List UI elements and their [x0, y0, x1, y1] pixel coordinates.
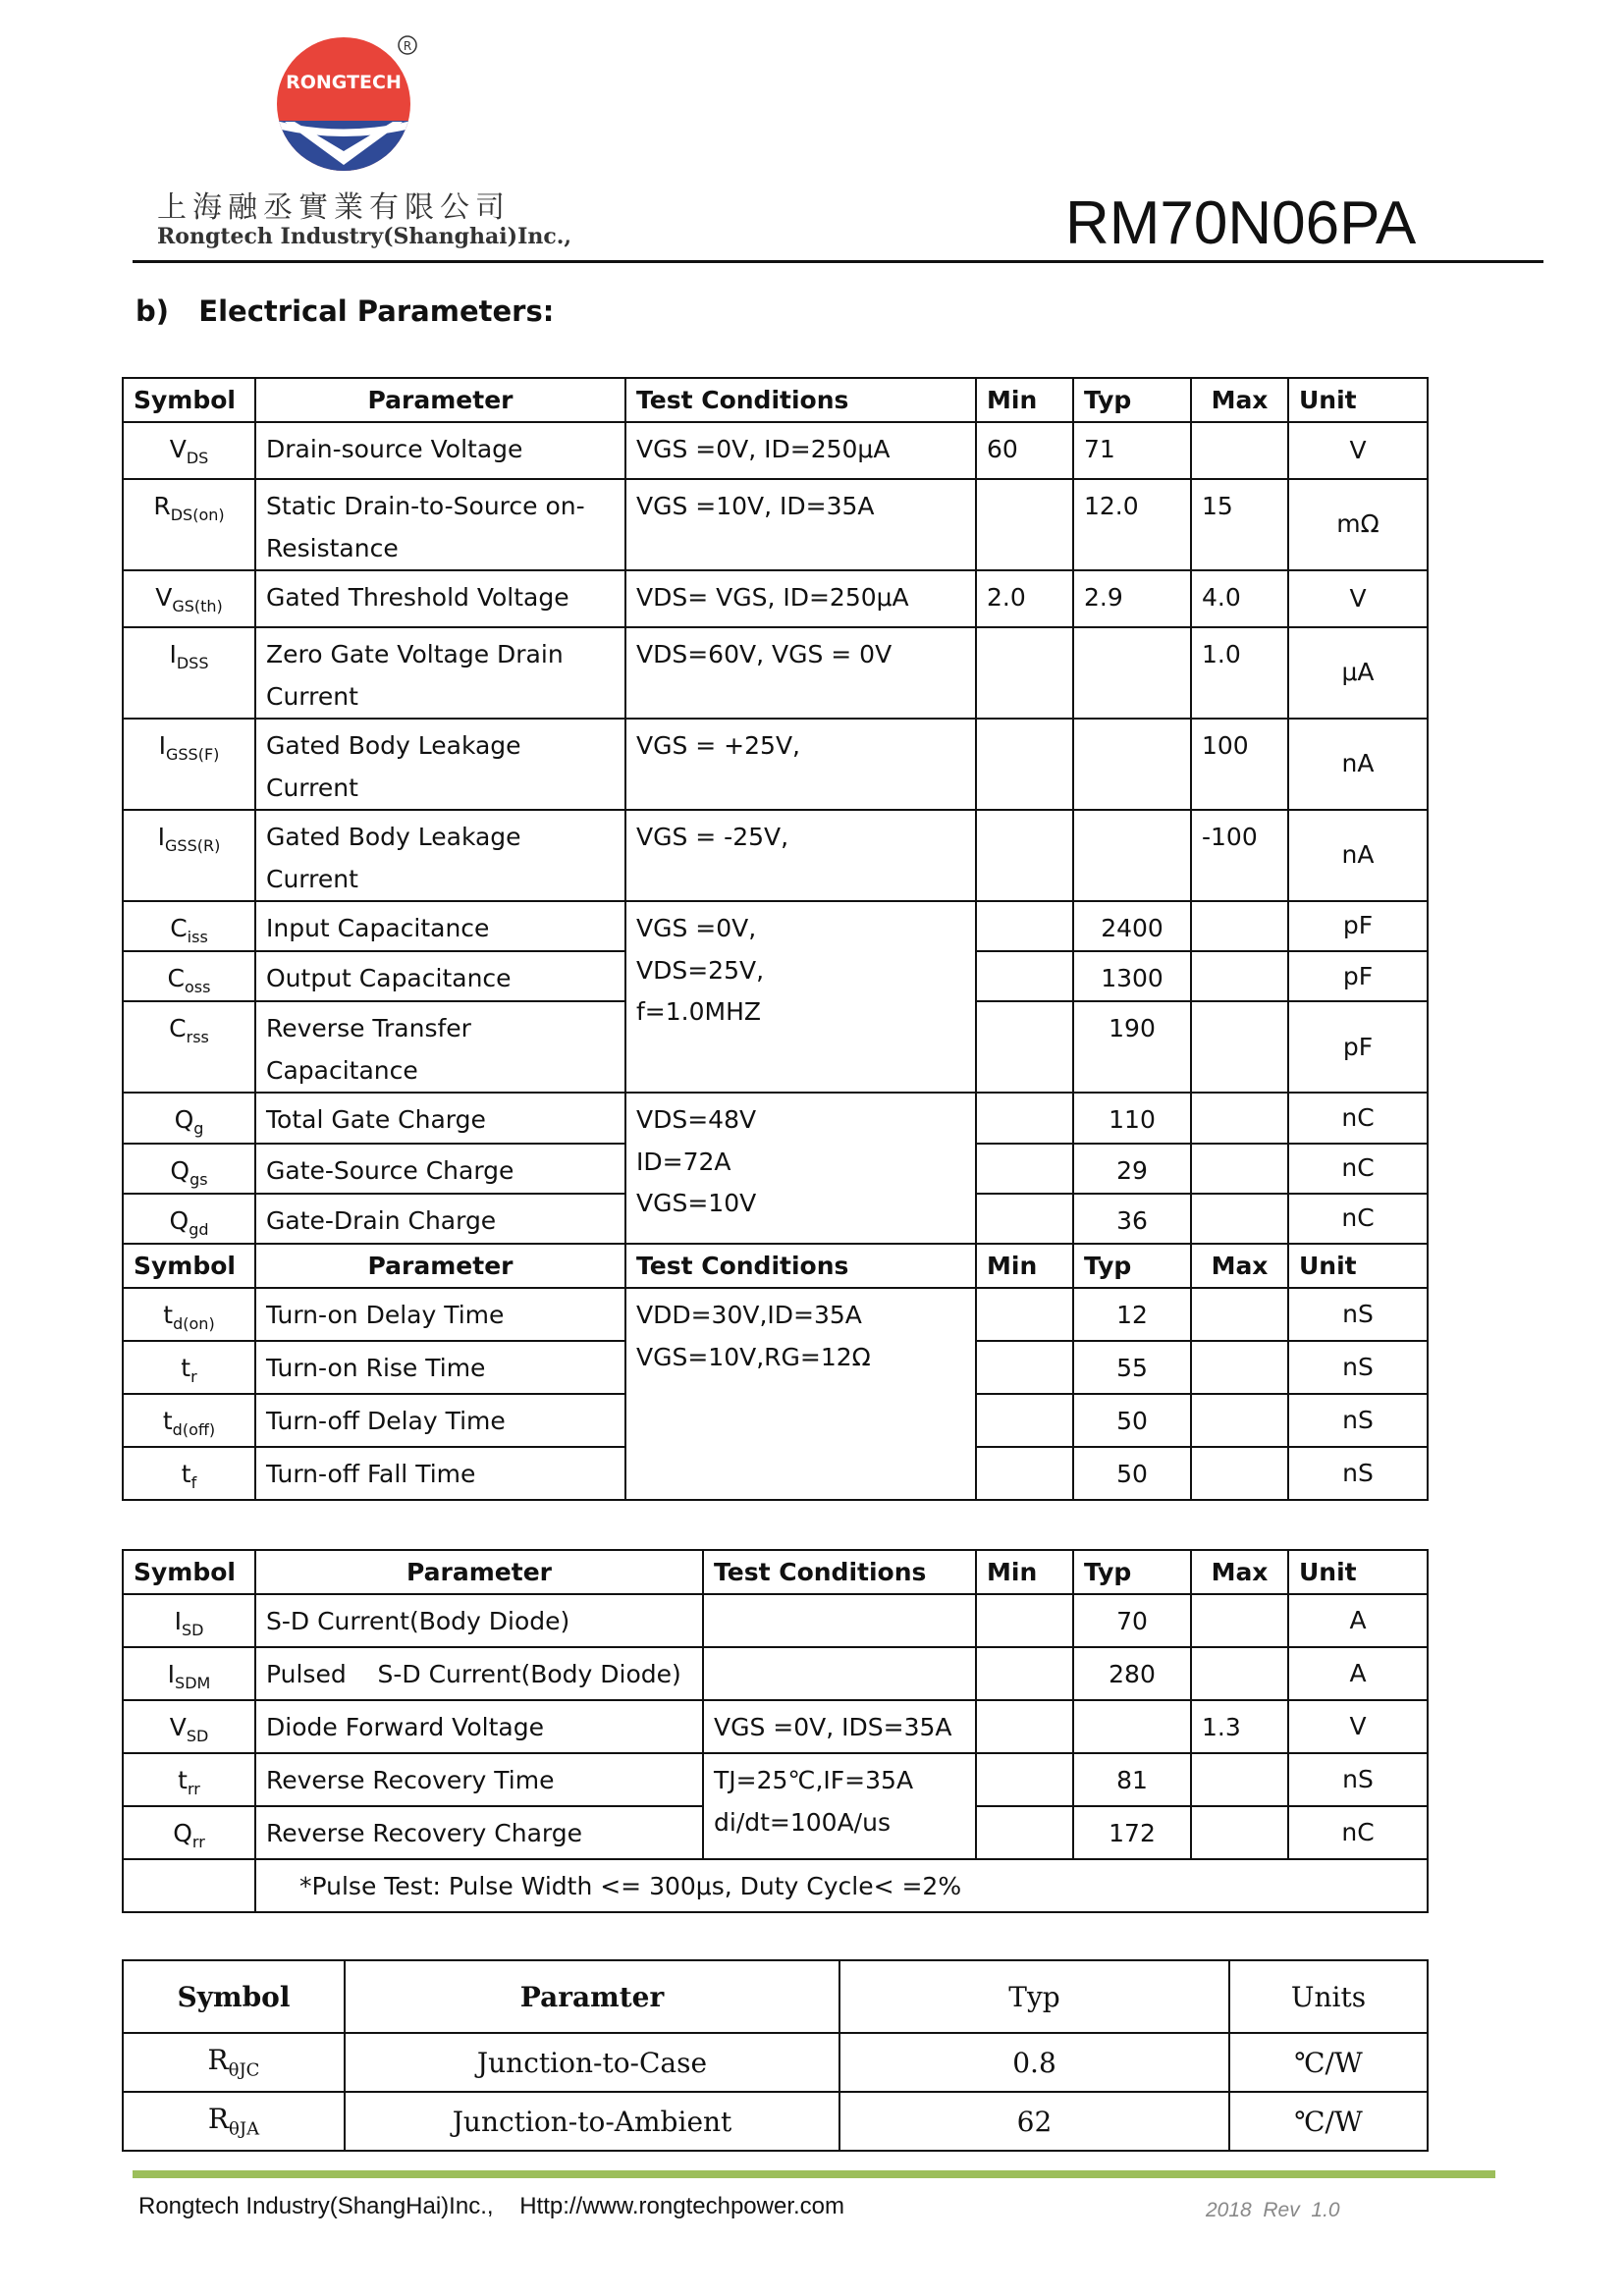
symbol-subscript: gd — [189, 1219, 209, 1239]
symbol-letter: t — [178, 1766, 188, 1794]
header-typ: Typ — [839, 1960, 1229, 2033]
condition-line: di/dt=100A/us — [714, 1807, 891, 1837]
max-cell: 15 — [1191, 479, 1288, 570]
typ-cell — [1073, 1700, 1191, 1753]
table-row — [123, 1288, 1428, 1341]
unit-cell: mΩ — [1288, 479, 1428, 570]
table-header-row — [123, 1244, 1428, 1288]
header-max: Max — [1191, 1550, 1288, 1594]
min-cell: 60 — [976, 422, 1073, 479]
parameter-cell: Junction-to-Ambient — [345, 2092, 839, 2151]
parameter-cell: Turn-off Fall Time — [255, 1447, 625, 1500]
electrical-parameters-table — [122, 377, 1429, 1245]
header-min: Min — [976, 378, 1073, 422]
unit-cell: A — [1288, 1647, 1428, 1700]
symbol-cell — [123, 1753, 255, 1806]
symbol-cell — [123, 1594, 255, 1647]
unit-cell: nS — [1288, 1753, 1428, 1806]
table-row — [123, 422, 1428, 479]
max-cell — [1191, 1341, 1288, 1394]
typ-cell: 36 — [1073, 1194, 1191, 1244]
symbol-letter: C — [169, 1014, 187, 1043]
symbol-letter: t — [163, 1301, 174, 1329]
typ-cell — [1073, 810, 1191, 901]
unit-cell: pF — [1288, 951, 1428, 1001]
symbol-letter: t — [181, 1460, 191, 1488]
symbol-letter: R — [207, 2103, 230, 2136]
symbol-cell — [123, 1806, 255, 1859]
header-symbol: Symbol — [123, 1960, 345, 2033]
symbol-letter: I — [158, 731, 166, 760]
min-cell — [976, 1447, 1073, 1500]
parameter-cell: Zero Gate Voltage Drain Current — [255, 627, 625, 719]
typ-cell: 29 — [1073, 1144, 1191, 1194]
symbol-subscript: SD — [181, 1621, 204, 1639]
table-row — [123, 1594, 1428, 1647]
min-cell — [976, 1001, 1073, 1093]
max-cell — [1191, 1647, 1288, 1700]
table-row — [123, 1647, 1428, 1700]
logo-text: RONGTECH — [286, 72, 402, 93]
typ-cell: 12 — [1073, 1288, 1191, 1341]
max-cell — [1191, 951, 1288, 1001]
header-typ: Typ — [1073, 1550, 1191, 1594]
symbol-subscript: iss — [187, 928, 208, 946]
symbol-letter: I — [157, 823, 166, 851]
typ-cell: 1300 — [1073, 951, 1191, 1001]
test-conditions-cell: VGS =10V, ID=35A — [625, 479, 976, 570]
typ-cell: 110 — [1073, 1093, 1191, 1143]
symbol-cell — [123, 1093, 255, 1143]
min-cell — [976, 1647, 1073, 1700]
company-name-english: Rongtech Industry(Shanghai)Inc., — [157, 224, 572, 249]
unit-cell: nC — [1288, 1806, 1428, 1859]
parameter-cell: Turn-on Rise Time — [255, 1341, 625, 1394]
unit-cell: V — [1288, 422, 1428, 479]
symbol-letter: I — [174, 1607, 182, 1635]
max-cell — [1191, 1394, 1288, 1447]
symbol-subscript: r — [190, 1367, 197, 1386]
test-conditions-cell: VDS=60V, VGS = 0V — [625, 627, 976, 719]
test-conditions-cell: VGS =0V, IDS=35A — [703, 1700, 976, 1753]
header-test-conditions: Test Conditions — [625, 1244, 976, 1288]
table-row — [123, 1753, 1428, 1806]
unit-cell: nC — [1288, 1144, 1428, 1194]
symbol-cell — [123, 422, 255, 479]
header-parameter: Parameter — [255, 1244, 625, 1288]
table-header-row — [123, 378, 1428, 422]
footer-revision: 2018 Rev 1.0 — [1206, 2199, 1340, 2221]
max-cell — [1191, 1194, 1288, 1244]
symbol-letter: I — [167, 1660, 176, 1688]
unit-cell: pF — [1288, 1001, 1428, 1093]
symbol-subscript: gs — [189, 1169, 208, 1189]
condition-line: VGS=10V — [636, 1189, 757, 1218]
min-cell — [976, 1288, 1073, 1341]
condition-line: f=1.0MHZ — [636, 997, 762, 1026]
header-units: Units — [1229, 1960, 1428, 2033]
min-cell — [976, 627, 1073, 719]
symbol-letter: t — [162, 1407, 173, 1435]
min-cell: 2.0 — [976, 570, 1073, 627]
symbol-cell — [123, 1700, 255, 1753]
header-typ: Typ — [1073, 1244, 1191, 1288]
test-conditions-cell — [703, 1647, 976, 1700]
condition-line: VDD=30V,ID=35A — [636, 1301, 862, 1329]
symbol-subscript: θJC — [228, 2059, 260, 2081]
test-conditions-cell — [625, 1093, 976, 1244]
parameter-cell: Turn-off Delay Time — [255, 1394, 625, 1447]
section-title: b) Electrical Parameters: — [135, 294, 555, 328]
parameter-cell: S-D Current(Body Diode) — [255, 1594, 703, 1647]
typ-cell: 0.8 — [839, 2033, 1229, 2092]
max-cell — [1191, 1144, 1288, 1194]
test-conditions-cell: VGS =0V, ID=250μA — [625, 422, 976, 479]
symbol-letter: Q — [169, 1205, 189, 1235]
header-rule — [133, 260, 1543, 263]
typ-cell: 2400 — [1073, 901, 1191, 951]
body-diode-table — [122, 1549, 1429, 1913]
parameter-cell: Static Drain-to-Source on-Resistance — [255, 479, 625, 570]
parameter-cell: Gate-Source Charge — [255, 1144, 625, 1194]
typ-cell — [1073, 627, 1191, 719]
table-row — [123, 627, 1428, 719]
symbol-subscript: g — [193, 1119, 204, 1139]
table-row — [123, 719, 1428, 810]
min-cell — [976, 1144, 1073, 1194]
test-conditions-cell: VDS= VGS, ID=250μA — [625, 570, 976, 627]
symbol-cell — [123, 951, 255, 1001]
symbol-subscript: θJA — [229, 2118, 260, 2140]
header-parameter: Parameter — [255, 378, 625, 422]
symbol-letter: R — [207, 2044, 229, 2077]
parameter-cell: Total Gate Charge — [255, 1093, 625, 1143]
condition-line: VDS=48V — [636, 1105, 757, 1135]
parameter-cell: Gated Body Leakage Current — [255, 810, 625, 901]
symbol-cell — [123, 1394, 255, 1447]
condition-line: VDS=25V, — [636, 955, 765, 985]
max-cell: 1.3 — [1191, 1700, 1288, 1753]
header-symbol: Symbol — [123, 1550, 255, 1594]
symbol-cell — [123, 810, 255, 901]
condition-line: VGS=10V,RG=12Ω — [636, 1342, 871, 1371]
max-cell — [1191, 422, 1288, 479]
typ-cell: 50 — [1073, 1447, 1191, 1500]
symbol-subscript: d(off) — [172, 1420, 216, 1439]
parameter-cell: Gated Body Leakage Current — [255, 719, 625, 810]
symbol-cell — [123, 1144, 255, 1194]
thermal-resistance-table — [122, 1959, 1429, 2152]
symbol-letter: V — [155, 583, 173, 612]
symbol-letter: C — [170, 914, 188, 942]
header-test-conditions: Test Conditions — [625, 378, 976, 422]
symbol-subscript: oss — [185, 978, 211, 997]
min-cell — [976, 1594, 1073, 1647]
max-cell — [1191, 1001, 1288, 1093]
symbol-cell — [123, 2033, 345, 2092]
symbol-subscript: GSS(F) — [165, 745, 220, 764]
parameter-cell: Drain-source Voltage — [255, 422, 625, 479]
symbol-subscript: rr — [187, 1780, 200, 1798]
unit-cell: V — [1288, 1700, 1428, 1753]
unit-cell: ℃/W — [1229, 2033, 1428, 2092]
max-cell: -100 — [1191, 810, 1288, 901]
unit-cell: nS — [1288, 1447, 1428, 1500]
typ-cell: 280 — [1073, 1647, 1191, 1700]
unit-cell: nA — [1288, 719, 1428, 810]
symbol-subscript: SDM — [175, 1674, 211, 1692]
symbol-cell — [123, 1341, 255, 1394]
symbol-subscript: rss — [186, 1028, 209, 1047]
symbol-letter: V — [169, 435, 187, 463]
header-unit: Unit — [1288, 378, 1428, 422]
condition-line: ID=72A — [636, 1147, 731, 1176]
table-row — [123, 810, 1428, 901]
typ-cell: 81 — [1073, 1753, 1191, 1806]
header-max: Max — [1191, 1244, 1288, 1288]
min-cell — [976, 1394, 1073, 1447]
table-row — [123, 1700, 1428, 1753]
table-row — [123, 479, 1428, 570]
typ-cell: 50 — [1073, 1394, 1191, 1447]
typ-cell: 2.9 — [1073, 570, 1191, 627]
test-conditions-cell — [625, 901, 976, 1093]
svg-text:R: R — [403, 39, 412, 53]
unit-cell: nC — [1288, 1093, 1428, 1143]
part-number: RM70N06PA — [1065, 189, 1417, 257]
symbol-letter: V — [169, 1713, 187, 1741]
symbol-cell — [123, 901, 255, 951]
pulse-test-note: *Pulse Test: Pulse Width <= 300μs, Duty Cycle< =2% — [255, 1859, 1428, 1912]
header-min: Min — [976, 1244, 1073, 1288]
table-row — [123, 570, 1428, 627]
header-symbol: Symbol — [123, 1244, 255, 1288]
symbol-letter: R — [153, 492, 171, 520]
typ-cell: 12.0 — [1073, 479, 1191, 570]
unit-cell: nS — [1288, 1288, 1428, 1341]
symbol-subscript: DSS — [176, 654, 209, 672]
symbol-cell — [123, 719, 255, 810]
symbol-cell — [123, 627, 255, 719]
parameter-cell: Pulsed S-D Current(Body Diode) — [255, 1647, 703, 1700]
parameter-cell: Reverse Transfer Capacitance — [255, 1001, 625, 1093]
table-row — [123, 901, 1428, 951]
max-cell — [1191, 1753, 1288, 1806]
min-cell — [976, 1753, 1073, 1806]
parameter-cell: Diode Forward Voltage — [255, 1700, 703, 1753]
symbol-cell — [123, 1194, 255, 1244]
table-row — [123, 2092, 1428, 2151]
symbol-subscript: rr — [191, 1833, 205, 1851]
header-typ: Typ — [1073, 378, 1191, 422]
table-row — [123, 2033, 1428, 2092]
parameter-cell: Reverse Recovery Time — [255, 1753, 703, 1806]
unit-cell: μA — [1288, 627, 1428, 719]
typ-cell: 55 — [1073, 1341, 1191, 1394]
header-symbol: Symbol — [123, 378, 255, 422]
max-cell — [1191, 1288, 1288, 1341]
unit-cell: pF — [1288, 901, 1428, 951]
header-parameter: Paramter — [345, 1960, 839, 2033]
unit-cell: nS — [1288, 1341, 1428, 1394]
typ-cell: 70 — [1073, 1594, 1191, 1647]
symbol-subscript: DS(on) — [170, 506, 225, 524]
condition-line: TJ=25℃,IF=35A — [714, 1766, 914, 1794]
symbol-letter: I — [169, 640, 177, 668]
header-unit: Unit — [1288, 1244, 1428, 1288]
condition-line: VGS =0V, — [636, 914, 757, 942]
unit-cell: ℃/W — [1229, 2092, 1428, 2151]
unit-cell: A — [1288, 1594, 1428, 1647]
symbol-cell — [123, 1447, 255, 1500]
min-cell — [976, 719, 1073, 810]
header-max: Max — [1191, 378, 1288, 422]
min-cell — [976, 1194, 1073, 1244]
symbol-subscript: GSS(R) — [165, 836, 221, 855]
max-cell — [1191, 1447, 1288, 1500]
header-parameter: Parameter — [255, 1550, 703, 1594]
max-cell: 1.0 — [1191, 627, 1288, 719]
symbol-cell — [123, 570, 255, 627]
symbol-cell — [123, 1001, 255, 1093]
min-cell — [976, 1341, 1073, 1394]
empty-symbol-cell — [123, 1859, 255, 1912]
typ-cell: 190 — [1073, 1001, 1191, 1093]
parameter-cell: Junction-to-Case — [345, 2033, 839, 2092]
footer-company-url: Rongtech Industry(ShangHai)Inc., Http://www.rongtechpower.com — [138, 2193, 845, 2219]
min-cell — [976, 810, 1073, 901]
test-conditions-cell — [703, 1753, 976, 1859]
unit-cell: nA — [1288, 810, 1428, 901]
symbol-subscript: DS — [186, 449, 209, 467]
header-min: Min — [976, 1550, 1073, 1594]
min-cell — [976, 479, 1073, 570]
test-conditions-cell — [625, 1288, 976, 1500]
table-note-row — [123, 1859, 1428, 1912]
min-cell — [976, 901, 1073, 951]
parameter-cell: Input Capacitance — [255, 901, 625, 951]
symbol-letter: Q — [174, 1105, 194, 1135]
typ-cell — [1073, 719, 1191, 810]
parameter-cell: Turn-on Delay Time — [255, 1288, 625, 1341]
test-conditions-cell: VGS = -25V, — [625, 810, 976, 901]
symbol-cell — [123, 2092, 345, 2151]
max-cell — [1191, 1093, 1288, 1143]
symbol-subscript: d(on) — [173, 1314, 215, 1333]
symbol-subscript: f — [190, 1473, 197, 1492]
symbol-cell — [123, 1647, 255, 1700]
company-name-chinese: 上海融丞實業有限公司 — [157, 190, 511, 225]
max-cell: 4.0 — [1191, 570, 1288, 627]
parameter-cell: Gate-Drain Charge — [255, 1194, 625, 1244]
unit-cell: nS — [1288, 1394, 1428, 1447]
min-cell — [976, 951, 1073, 1001]
max-cell — [1191, 1806, 1288, 1859]
min-cell — [976, 1806, 1073, 1859]
symbol-letter: t — [181, 1354, 191, 1382]
parameter-cell: Output Capacitance — [255, 951, 625, 1001]
symbol-letter: Q — [173, 1819, 192, 1847]
table-row — [123, 1093, 1428, 1143]
parameter-cell: Gated Threshold Voltage — [255, 570, 625, 627]
company-logo — [245, 27, 461, 175]
max-cell — [1191, 1594, 1288, 1647]
min-cell — [976, 1700, 1073, 1753]
typ-cell: 172 — [1073, 1806, 1191, 1859]
table-header-row — [123, 1960, 1428, 2033]
min-cell — [976, 1093, 1073, 1143]
symbol-subscript: GS(th) — [172, 597, 223, 615]
header-unit: Unit — [1288, 1550, 1428, 1594]
footer-rule — [133, 2170, 1495, 2178]
unit-cell: nC — [1288, 1194, 1428, 1244]
rongtech-globe-icon — [245, 27, 461, 175]
max-cell — [1191, 901, 1288, 951]
max-cell: 100 — [1191, 719, 1288, 810]
typ-cell: 71 — [1073, 422, 1191, 479]
header-test-conditions: Test Conditions — [703, 1550, 976, 1594]
test-conditions-cell — [703, 1594, 976, 1647]
symbol-letter: Q — [170, 1155, 190, 1185]
switching-parameters-table — [122, 1243, 1429, 1501]
symbol-cell — [123, 1288, 255, 1341]
unit-cell: V — [1288, 570, 1428, 627]
parameter-cell: Reverse Recovery Charge — [255, 1806, 703, 1859]
typ-cell: 62 — [839, 2092, 1229, 2151]
symbol-subscript: SD — [186, 1727, 209, 1745]
symbol-cell — [123, 479, 255, 570]
table-header-row — [123, 1550, 1428, 1594]
test-conditions-cell: VGS = +25V, — [625, 719, 976, 810]
symbol-letter: C — [167, 964, 185, 993]
